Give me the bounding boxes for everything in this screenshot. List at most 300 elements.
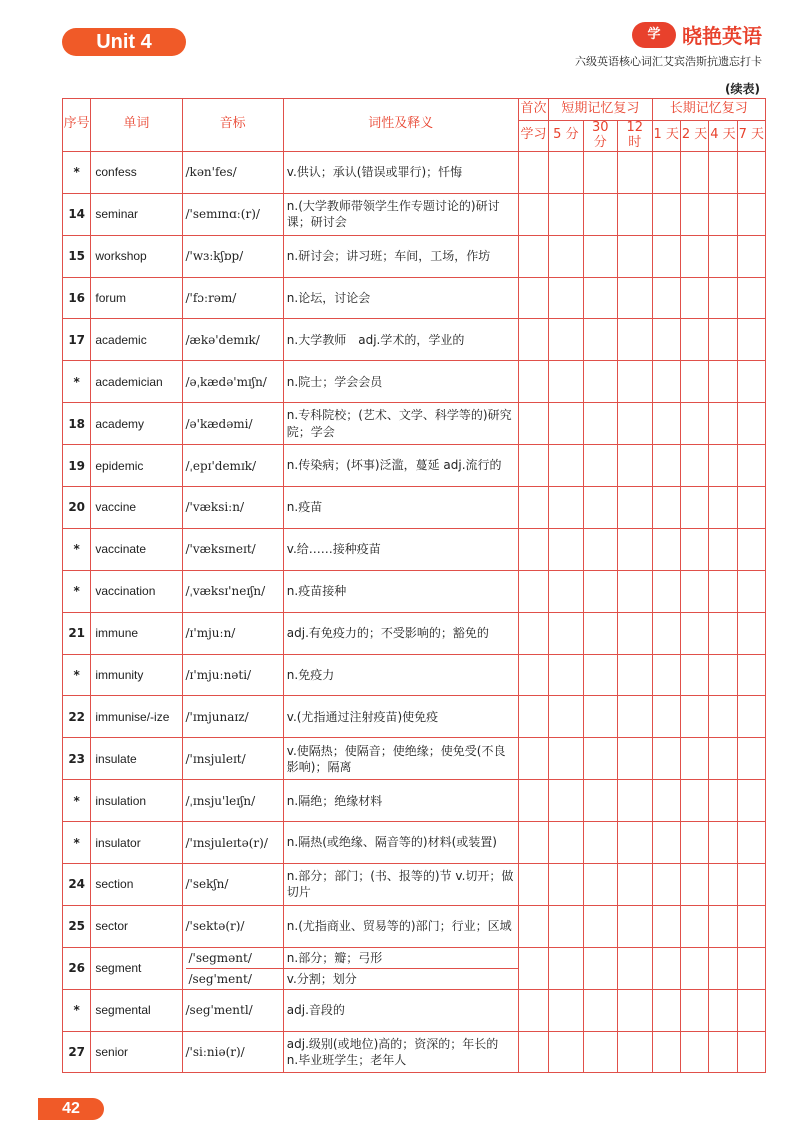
review-checkbox[interactable] [652,822,680,864]
row-definition: n.(尤指商业、贸易等的)部门；行业；区域 [283,905,518,947]
row-phonetic: /ækə'demɪk/ [182,319,283,361]
review-checkbox[interactable] [709,193,737,235]
table-row [63,193,766,235]
review-checkbox[interactable] [518,235,548,277]
review-checkbox[interactable] [680,738,708,780]
review-checkbox[interactable] [680,528,708,570]
review-checkbox[interactable] [680,780,708,822]
review-checkbox[interactable] [618,235,652,277]
review-checkbox[interactable] [680,864,708,906]
review-checkbox[interactable] [618,738,652,780]
review-checkbox[interactable] [618,277,652,319]
review-checkbox[interactable] [518,905,548,947]
review-checkbox[interactable] [518,570,548,612]
review-checkbox[interactable] [680,612,708,654]
review-checkbox[interactable] [737,905,765,947]
review-checkbox[interactable] [680,570,708,612]
table-row [63,361,766,403]
review-checkbox[interactable] [652,989,680,1031]
review-checkbox[interactable] [518,361,548,403]
review-checkbox[interactable] [652,905,680,947]
row-word: seminar [91,193,182,235]
table-row [63,528,766,570]
review-checkbox[interactable] [737,277,765,319]
review-checkbox[interactable] [737,193,765,235]
review-checkbox[interactable] [709,738,737,780]
review-checkbox[interactable] [583,822,617,864]
review-checkbox[interactable] [549,947,583,989]
review-checkbox[interactable] [549,696,583,738]
unit-label: Unit 4 [62,28,186,56]
row-word: insulate [91,738,182,780]
review-checkbox[interactable] [680,822,708,864]
review-checkbox[interactable] [618,905,652,947]
review-checkbox[interactable] [652,738,680,780]
table-row [63,445,766,487]
table-row [63,864,766,906]
row-number: 14 [63,193,91,235]
review-checkbox[interactable] [549,738,583,780]
review-checkbox[interactable] [652,361,680,403]
review-checkbox[interactable] [709,319,737,361]
row-word: academician [91,361,182,403]
review-checkbox[interactable] [680,151,708,193]
review-checkbox[interactable] [652,654,680,696]
row-number: 16 [63,277,91,319]
col-short-term-header: 短期记忆复习 [549,99,652,121]
review-checkbox[interactable] [518,696,548,738]
review-checkbox[interactable] [583,151,617,193]
row-phonetic: /'ɪnsjuleɪtə(r)/ [182,822,283,864]
review-checkbox[interactable] [618,403,652,445]
review-checkbox[interactable] [652,277,680,319]
review-checkbox[interactable] [680,445,708,487]
table-row [63,235,766,277]
review-checkbox[interactable] [737,780,765,822]
review-checkbox[interactable] [652,235,680,277]
row-definition-2: v.分割；划分 [284,968,518,989]
review-checkbox[interactable] [618,612,652,654]
review-checkbox[interactable] [652,612,680,654]
review-checkbox[interactable] [618,361,652,403]
review-checkbox[interactable] [709,864,737,906]
review-checkbox[interactable] [583,1031,617,1073]
row-phonetic: /'væksiːn/ [182,487,283,529]
row-definition: n.论坛，讨论会 [283,277,518,319]
review-checkbox[interactable] [709,277,737,319]
row-word: insulator [91,822,182,864]
review-checkbox[interactable] [652,151,680,193]
review-checkbox[interactable] [737,822,765,864]
review-checkbox[interactable] [652,403,680,445]
row-number: 27 [63,1031,91,1073]
review-checkbox[interactable] [652,445,680,487]
review-checkbox[interactable] [518,738,548,780]
review-checkbox[interactable] [583,947,617,989]
review-checkbox[interactable] [618,193,652,235]
review-checkbox[interactable] [549,193,583,235]
table-row [63,654,766,696]
review-checkbox[interactable] [709,151,737,193]
row-definition: n.免疫力 [283,654,518,696]
brand-logo-icon: 学 [632,22,676,48]
row-phonetic: /'siːniə(r)/ [182,1031,283,1073]
review-checkbox[interactable] [618,780,652,822]
table-row [63,738,766,780]
review-checkbox[interactable] [618,947,652,989]
row-phonetic: /'væksɪneɪt/ [182,528,283,570]
table-row [63,487,766,529]
review-checkbox[interactable] [518,822,548,864]
row-phonetic: /ɪ'mjuːn/ [182,612,283,654]
review-checkbox[interactable] [737,947,765,989]
review-checkbox[interactable] [680,905,708,947]
row-phonetic: /ˌepɪ'demɪk/ [182,445,283,487]
table-row [63,989,766,1031]
review-checkbox[interactable] [618,487,652,529]
row-number: 17 [63,319,91,361]
interval-header: 30 分 [583,121,617,152]
review-checkbox[interactable] [618,319,652,361]
col-no-header: 序号 [63,99,91,152]
row-definition: adj.有免疫力的；不受影响的；豁免的 [283,612,518,654]
review-checkbox[interactable] [680,403,708,445]
row-phonetic: /'sektə(r)/ [182,905,283,947]
interval-header: 12 时 [618,121,652,152]
review-checkbox[interactable] [549,361,583,403]
brand [575,20,762,69]
row-phonetic: /ˌvæksɪ'neɪʃn/ [182,570,283,612]
interval-header: 7 天 [737,121,765,152]
review-checkbox[interactable] [680,1031,708,1073]
row-word: forum [91,277,182,319]
review-checkbox[interactable] [652,696,680,738]
review-checkbox[interactable] [618,654,652,696]
review-checkbox[interactable] [737,445,765,487]
row-word: sector [91,905,182,947]
review-checkbox[interactable] [680,696,708,738]
review-checkbox[interactable] [549,319,583,361]
review-checkbox[interactable] [549,445,583,487]
review-checkbox[interactable] [583,780,617,822]
col-first-header: 首次 [518,99,548,121]
table-row [63,947,766,989]
review-checkbox[interactable] [709,905,737,947]
review-checkbox[interactable] [709,780,737,822]
row-number: 20 [63,487,91,529]
review-checkbox[interactable] [549,864,583,906]
col-phonetic-header: 音标 [182,99,283,152]
review-checkbox[interactable] [549,151,583,193]
row-word: senior [91,1031,182,1073]
row-word: vaccine [91,487,182,529]
review-checkbox[interactable] [709,612,737,654]
review-checkbox[interactable] [549,780,583,822]
row-phonetic: /'ɪnsjuleɪt/ [182,738,283,780]
review-checkbox[interactable] [583,361,617,403]
review-checkbox[interactable] [709,822,737,864]
review-checkbox[interactable] [618,151,652,193]
review-checkbox[interactable] [518,151,548,193]
review-checkbox[interactable] [518,654,548,696]
row-number: 23 [63,738,91,780]
review-checkbox[interactable] [518,864,548,906]
row-phonetic: /'semɪnɑː(r)/ [182,193,283,235]
row-phonetic: /'ɪmjunaɪz/ [182,696,283,738]
row-word: confess [91,151,182,193]
review-checkbox[interactable] [709,989,737,1031]
review-checkbox[interactable] [680,989,708,1031]
review-checkbox[interactable] [737,696,765,738]
review-checkbox[interactable] [518,989,548,1031]
review-checkbox[interactable] [583,654,617,696]
col-definition-header: 词性及释义 [283,99,518,152]
table-row [63,780,766,822]
review-checkbox[interactable] [737,864,765,906]
review-checkbox[interactable] [583,403,617,445]
row-definition [283,947,518,989]
review-checkbox[interactable] [652,570,680,612]
review-checkbox[interactable] [737,487,765,529]
review-checkbox[interactable] [737,738,765,780]
review-checkbox[interactable] [618,1031,652,1073]
review-checkbox[interactable] [709,445,737,487]
review-checkbox[interactable] [583,487,617,529]
review-checkbox[interactable] [583,864,617,906]
vocab-table [62,98,766,1073]
review-checkbox[interactable] [549,487,583,529]
row-definition: v.给……接种疫苗 [283,528,518,570]
page-number: 42 [38,1098,104,1120]
review-checkbox[interactable] [549,612,583,654]
review-checkbox[interactable] [652,864,680,906]
review-checkbox[interactable] [549,905,583,947]
row-word: immunise/-ize [91,696,182,738]
review-checkbox[interactable] [549,277,583,319]
row-word: workshop [91,235,182,277]
review-checkbox[interactable] [583,570,617,612]
review-checkbox[interactable] [680,487,708,529]
row-definition: n.(大学教师带领学生作专题讨论的)研讨课；研讨会 [283,193,518,235]
review-checkbox[interactable] [680,319,708,361]
row-word: vaccinate [91,528,182,570]
review-checkbox[interactable] [518,193,548,235]
review-checkbox[interactable] [518,487,548,529]
table-row [63,151,766,193]
review-checkbox[interactable] [618,822,652,864]
review-checkbox[interactable] [518,403,548,445]
review-checkbox[interactable] [709,487,737,529]
interval-header: 4 天 [709,121,737,152]
review-checkbox[interactable] [583,193,617,235]
review-checkbox[interactable] [549,989,583,1031]
review-checkbox[interactable] [737,989,765,1031]
row-number: 21 [63,612,91,654]
review-checkbox[interactable] [583,696,617,738]
review-checkbox[interactable] [549,1031,583,1073]
review-checkbox[interactable] [518,528,548,570]
review-checkbox[interactable] [709,570,737,612]
review-checkbox[interactable] [652,487,680,529]
review-checkbox[interactable] [583,989,617,1031]
row-definition: n.部分；部门；(书、报等的)节 v.切开；做切片 [283,864,518,906]
row-word: insulation [91,780,182,822]
row-definition: n.隔热(或绝缘、隔音等的)材料(或装置) [283,822,518,864]
table-row [63,277,766,319]
col-word-header: 单词 [91,99,182,152]
review-checkbox[interactable] [709,947,737,989]
row-definition: n.院士；学会会员 [283,361,518,403]
col-long-term-header: 长期记忆复习 [652,99,766,121]
row-word: academy [91,403,182,445]
review-checkbox[interactable] [618,570,652,612]
interval-header: 2 天 [680,121,708,152]
continued-label: (续表) [725,82,760,96]
row-definition: v.(尤指通过注射疫苗)使免疫 [283,696,518,738]
review-checkbox[interactable] [583,277,617,319]
row-number: * [63,528,91,570]
row-number: 22 [63,696,91,738]
row-phonetic: /ə'kædəmi/ [182,403,283,445]
table-row [63,319,766,361]
row-definition: n.疫苗接种 [283,570,518,612]
row-definition: adj.音段的 [283,989,518,1031]
row-definition: v.供认；承认(错误或罪行)；忏悔 [283,151,518,193]
row-word: section [91,864,182,906]
table-row [63,822,766,864]
row-number: * [63,151,91,193]
review-checkbox[interactable] [652,193,680,235]
review-checkbox[interactable] [518,445,548,487]
row-number: * [63,570,91,612]
table-row [63,1031,766,1073]
review-checkbox[interactable] [737,570,765,612]
brand-name: 晓艳英语 [682,24,762,48]
row-number: * [63,989,91,1031]
review-checkbox[interactable] [618,445,652,487]
row-number: * [63,780,91,822]
review-checkbox[interactable] [518,319,548,361]
review-checkbox[interactable] [518,947,548,989]
row-number: 25 [63,905,91,947]
row-word: segmental [91,989,182,1031]
review-checkbox[interactable] [618,864,652,906]
review-checkbox[interactable] [583,738,617,780]
review-checkbox[interactable] [652,947,680,989]
review-checkbox[interactable] [583,445,617,487]
review-checkbox[interactable] [709,654,737,696]
row-number: * [63,654,91,696]
review-checkbox[interactable] [737,403,765,445]
review-checkbox[interactable] [652,319,680,361]
review-checkbox[interactable] [680,361,708,403]
review-checkbox[interactable] [737,151,765,193]
row-phonetic: /'wɜːkʃɒp/ [182,235,283,277]
review-checkbox[interactable] [583,528,617,570]
review-checkbox[interactable] [709,361,737,403]
review-checkbox[interactable] [549,528,583,570]
row-definition: n.研讨会；讲习班；车间，工场，作坊 [283,235,518,277]
brand-subtitle: 六级英语核心词汇艾宾浩斯抗遗忘打卡 [575,55,762,68]
row-phonetic: /seg'mentl/ [182,989,283,1031]
review-checkbox[interactable] [518,612,548,654]
review-checkbox[interactable] [680,235,708,277]
row-word: immunity [91,654,182,696]
review-checkbox[interactable] [583,905,617,947]
row-definition: n.隔绝；绝缘材料 [283,780,518,822]
review-checkbox[interactable] [709,235,737,277]
row-number: 19 [63,445,91,487]
table-row [63,403,766,445]
review-checkbox[interactable] [737,319,765,361]
row-number: 24 [63,864,91,906]
review-checkbox[interactable] [737,235,765,277]
review-checkbox[interactable] [709,528,737,570]
table-row [63,612,766,654]
review-checkbox[interactable] [549,235,583,277]
review-checkbox[interactable] [737,612,765,654]
row-number: 15 [63,235,91,277]
review-checkbox[interactable] [549,654,583,696]
review-checkbox[interactable] [680,277,708,319]
review-checkbox[interactable] [518,1031,548,1073]
review-checkbox[interactable] [549,570,583,612]
review-checkbox[interactable] [583,235,617,277]
review-checkbox[interactable] [518,780,548,822]
row-word: segment [91,947,182,989]
review-checkbox[interactable] [549,403,583,445]
review-checkbox[interactable] [618,989,652,1031]
review-checkbox[interactable] [737,1031,765,1073]
review-checkbox[interactable] [680,654,708,696]
review-checkbox[interactable] [737,654,765,696]
row-definition: n.大学教师 adj.学术的，学业的 [283,319,518,361]
review-checkbox[interactable] [652,528,680,570]
review-checkbox[interactable] [618,696,652,738]
row-phonetic [182,947,283,989]
col-first-sub-header: 学习 [518,121,548,152]
vocab-rows [63,151,766,1073]
row-phonetic: /ˌɪnsju'leɪʃn/ [182,780,283,822]
review-checkbox[interactable] [583,612,617,654]
review-checkbox[interactable] [618,528,652,570]
row-number: 26 [63,947,91,989]
table-row [63,905,766,947]
review-checkbox[interactable] [652,780,680,822]
review-checkbox[interactable] [680,947,708,989]
review-checkbox[interactable] [549,822,583,864]
review-checkbox[interactable] [652,1031,680,1073]
row-number: * [63,822,91,864]
row-word: vaccination [91,570,182,612]
review-checkbox[interactable] [518,277,548,319]
review-checkbox[interactable] [709,403,737,445]
interval-header: 5 分 [549,121,583,152]
review-checkbox[interactable] [583,319,617,361]
review-checkbox[interactable] [737,528,765,570]
review-checkbox[interactable] [680,193,708,235]
row-phonetic: /ɪ'mjuːnəti/ [182,654,283,696]
row-definition-1: n.部分；瓣；弓形 [286,950,383,965]
review-checkbox[interactable] [709,696,737,738]
review-checkbox[interactable] [709,1031,737,1073]
row-word: academic [91,319,182,361]
row-phonetic-1: /'segmənt/ [188,950,252,965]
row-phonetic: /'fɔːrəm/ [182,277,283,319]
table-row [63,570,766,612]
row-definition: v.使隔热；使隔音；使绝缘；使免受(不良影响)；隔离 [283,738,518,780]
review-checkbox[interactable] [737,361,765,403]
